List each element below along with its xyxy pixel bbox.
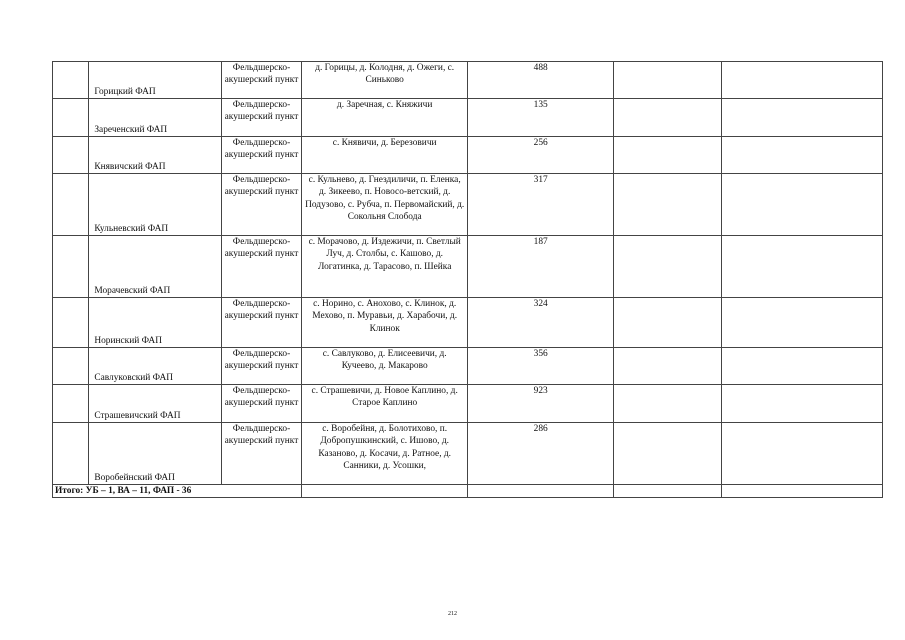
empty-cell: [722, 62, 883, 99]
index-cell: [53, 298, 89, 348]
facility-name: Савлуковский ФАП: [89, 348, 221, 385]
index-cell: [53, 137, 89, 174]
table-row: [53, 423, 883, 485]
facility-type: Фельдшерско-акушерский пункт: [221, 99, 302, 137]
empty-cell: [614, 298, 722, 348]
empty-cell: [722, 137, 883, 174]
served-villages: д. Заречная, с. Княжичи: [302, 99, 468, 137]
population-count: 187: [467, 236, 613, 298]
population-count: 256: [467, 137, 613, 174]
empty-cell: [614, 99, 722, 137]
facility-name: Княвичский ФАП: [89, 137, 221, 174]
population-count: 356: [467, 348, 613, 385]
table-row: [53, 385, 883, 423]
facility-name: Страшевичский ФАП: [89, 385, 221, 423]
empty-cell: [614, 385, 722, 423]
population-count: 324: [467, 298, 613, 348]
facility-name: Зареченский ФАП: [89, 99, 221, 137]
table-row: [53, 174, 883, 236]
empty-cell: [722, 348, 883, 385]
index-cell: [53, 423, 89, 485]
facility-name: Кульневский ФАП: [89, 174, 221, 236]
served-villages: с. Норино, с. Анохово, с. Клинок, д. Мехово, п. Муравьи, д. Харабочи, д. Клинок: [302, 298, 468, 348]
total-row: [53, 485, 883, 498]
index-cell: [53, 174, 89, 236]
served-villages: с. Савлуково, д. Елисеевичи, д. Кучеево, д. Макарово: [302, 348, 468, 385]
table-row: [53, 62, 883, 99]
empty-cell: [614, 485, 722, 498]
facility-name: Горицкий ФАП: [89, 62, 221, 99]
index-cell: [53, 348, 89, 385]
empty-cell: [614, 62, 722, 99]
facility-type: Фельдшерско-акушерский пункт: [221, 137, 302, 174]
empty-cell: [722, 99, 883, 137]
index-cell: [53, 62, 89, 99]
population-count: 135: [467, 99, 613, 137]
table-row: [53, 298, 883, 348]
population-count: 286: [467, 423, 613, 485]
facility-name: Норинский ФАП: [89, 298, 221, 348]
served-villages: с. Страшевичи, д. Новое Каплино, д. Старое Каплино: [302, 385, 468, 423]
empty-cell: [722, 174, 883, 236]
empty-cell: [614, 348, 722, 385]
total-summary: Итого: УБ – 1, ВА – 11, ФАП - 36: [53, 485, 302, 498]
table-row: [53, 99, 883, 137]
facility-name: Морачевский ФАП: [89, 236, 221, 298]
empty-cell: [722, 298, 883, 348]
served-villages: с. Кульнево, д. Гнездиличи, п. Еленка, д. Зикеево, п. Новосо-ветский, д. Подузово, с. Рубча, п. Первомайский, д. Сокольня Слобода: [302, 174, 468, 236]
page-number: 212: [448, 611, 457, 617]
served-villages: с. Княвичи, д. Березовичи: [302, 137, 468, 174]
index-cell: [53, 99, 89, 137]
facility-type: Фельдшерско-акушерский пункт: [221, 348, 302, 385]
facility-type: Фельдшерско-акушерский пункт: [221, 385, 302, 423]
empty-cell: [467, 485, 613, 498]
facility-type: Фельдшерско-акушерский пункт: [221, 423, 302, 485]
population-count: 317: [467, 174, 613, 236]
facility-name: Воробейнский ФАП: [89, 423, 221, 485]
population-count: 488: [467, 62, 613, 99]
empty-cell: [614, 137, 722, 174]
population-count: 923: [467, 385, 613, 423]
empty-cell: [722, 485, 883, 498]
table-row: [53, 348, 883, 385]
facility-type: Фельдшерско-акушерский пункт: [221, 62, 302, 99]
facility-type: Фельдшерско-акушерский пункт: [221, 298, 302, 348]
facility-type: Фельдшерско-акушерский пункт: [221, 236, 302, 298]
facility-type: Фельдшерско-акушерский пункт: [221, 174, 302, 236]
served-villages: д. Горицы, д. Колодня, д. Ожеги, с. Синьково: [302, 62, 468, 99]
served-villages: с. Воробейня, д. Болотихово, п. Добропушкинский, с. Ишово, д. Казаново, д. Косачи, д. Ратное, д. Санники, д. Усошки,: [302, 423, 468, 485]
index-cell: [53, 236, 89, 298]
empty-cell: [722, 423, 883, 485]
table-row: [53, 236, 883, 298]
empty-cell: [614, 174, 722, 236]
index-cell: [53, 385, 89, 423]
empty-cell: [614, 423, 722, 485]
facilities-table: [52, 61, 883, 498]
empty-cell: [722, 236, 883, 298]
served-villages: с. Морачово, д. Издежичи, п. Светлый Луч, д. Столбы, с. Кашово, д. Логатинка, д. Тарасово, п. Шейка: [302, 236, 468, 298]
empty-cell: [722, 385, 883, 423]
table-row: [53, 137, 883, 174]
empty-cell: [614, 236, 722, 298]
empty-cell: [302, 485, 468, 498]
